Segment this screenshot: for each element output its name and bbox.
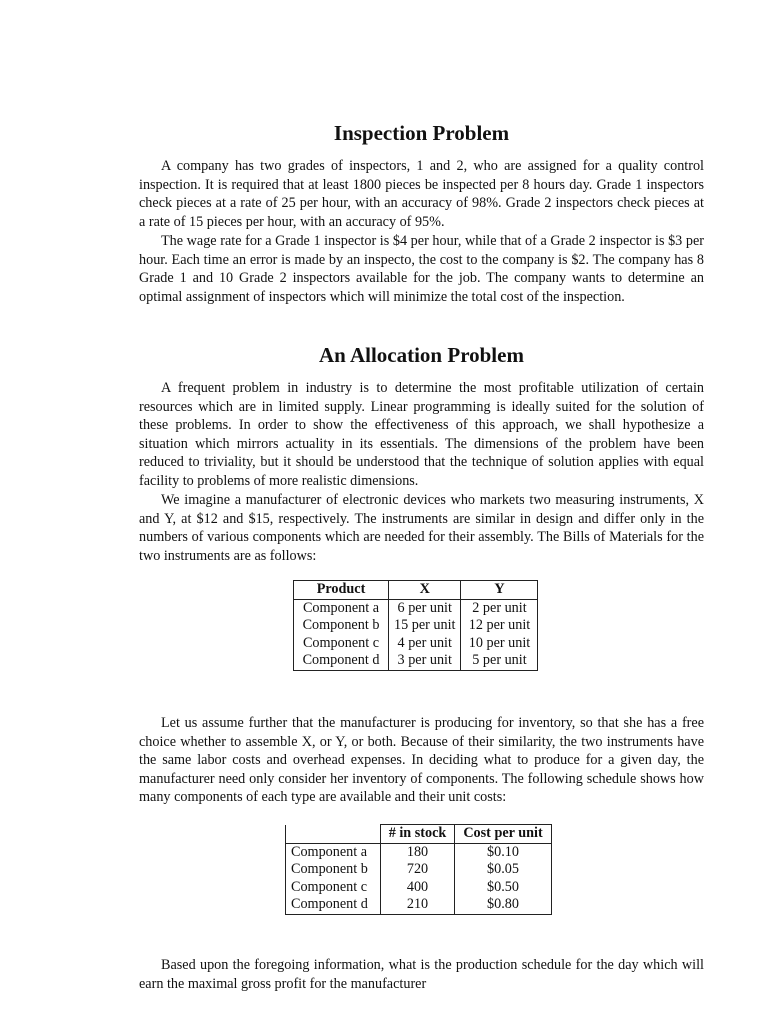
stock-cell: $0.50 — [455, 879, 552, 897]
bom-header-row — [294, 581, 538, 600]
table-row — [286, 879, 552, 897]
inspection-paragraph-2: The wage rate for a Grade 1 inspector is $4 per hour, while that of a Grade 2 inspector is $3 per hour. Each time an error is made by an inspecto, the cost to the company is $2. The company has 8 Grade 1 and 10 Grade 2 inspectors available for the job. The company wants to determine an optimal assignment of inspectors which will minimize the total cost of the inspection. — [139, 233, 704, 305]
table-row — [286, 896, 552, 914]
stock-cell: 400 — [381, 879, 455, 897]
component-stock-table — [285, 824, 552, 915]
bom-header-y: Y — [461, 581, 538, 600]
bom-cell: 6 per unit — [389, 599, 461, 617]
stock-cell: Component c — [286, 879, 381, 897]
bom-cell: 2 per unit — [461, 599, 538, 617]
stock-cell: 180 — [381, 843, 455, 861]
stock-cell: $0.10 — [455, 843, 552, 861]
table-row — [294, 599, 538, 617]
table-row — [294, 635, 538, 653]
bom-header-x: X — [389, 581, 461, 600]
bom-cell: 3 per unit — [389, 652, 461, 670]
table-row — [294, 652, 538, 670]
allocation-paragraph-3: Let us assume further that the manufacturer is producing for inventory, so that she has a free choice whether to assemble X, or Y, or both. Because of their similarity, the two instruments have the same labor costs and overhead expenses. In deciding what to produce for a given day, the manufacturer need only consider her inventory of components. The following schedule shows how many components of each type are available and their unit costs: — [139, 715, 704, 806]
bom-header-product: Product — [294, 581, 389, 600]
inspection-title: Inspection Problem — [333, 121, 510, 145]
stock-cell: $0.05 — [455, 861, 552, 879]
allocation-paragraph-2: We imagine a manufacturer of electronic devices who markets two measuring instruments, X and Y, at $12 and $15, respectively. The instruments are similar in design and differ only in the numbers of various components which are needed for their assembly. The Bills of Materials for the two instruments are as follows: — [139, 492, 704, 564]
bom-cell: 5 per unit — [461, 652, 538, 670]
bom-cell: 10 per unit — [461, 635, 538, 653]
allocation-paragraph-1: A frequent problem in industry is to determine the most profitable utilization of certain resources which are in limited supply. Linear programming is ideally suited for the solution of these problems. In order to show the effectiveness of this approach, we shall hypothesize a situation which mirrors actuality in its essentials. The dimensions of the problem have been reduced to triviality, but it should be understood that the technique of solution applies with equal facility to problems of more realistic dimensions. — [139, 380, 704, 489]
allocation-title: An Allocation Problem — [319, 343, 524, 367]
table-row — [286, 843, 552, 861]
stock-cell: Component a — [286, 843, 381, 861]
bom-cell: Component d — [294, 652, 389, 670]
table-row — [286, 861, 552, 879]
bom-cell: Component b — [294, 617, 389, 635]
bom-cell: Component c — [294, 635, 389, 653]
bom-cell: Component a — [294, 599, 389, 617]
stock-header-in-stock: # in stock — [381, 825, 455, 844]
bill-of-materials-table — [293, 580, 538, 671]
inspection-paragraph-1: A company has two grades of inspectors, 1 and 2, who are assigned for a quality control inspection. It is required that at least 1800 pieces be inspected per 8 hours day. Grade 1 inspectors check pieces at a rate of 25 per hour, with an accuracy of 98%. Grade 2 inspectors check pieces at a rate of 15 pieces per hour, with an accuracy of 95%. — [139, 158, 704, 230]
stock-cell: 720 — [381, 861, 455, 879]
allocation-paragraph-4: Based upon the foregoing information, what is the production schedule for the day which will earn the maximal gross profit for the manufacturer — [139, 957, 704, 992]
stock-header-row — [286, 825, 552, 844]
stock-cell: Component d — [286, 896, 381, 914]
table-row — [294, 617, 538, 635]
stock-cell: 210 — [381, 896, 455, 914]
stock-header-blank — [286, 825, 381, 844]
bom-cell: 4 per unit — [389, 635, 461, 653]
stock-cell: $0.80 — [455, 896, 552, 914]
stock-header-cost: Cost per unit — [455, 825, 552, 844]
stock-cell: Component b — [286, 861, 381, 879]
bom-cell: 15 per unit — [389, 617, 461, 635]
bom-cell: 12 per unit — [461, 617, 538, 635]
